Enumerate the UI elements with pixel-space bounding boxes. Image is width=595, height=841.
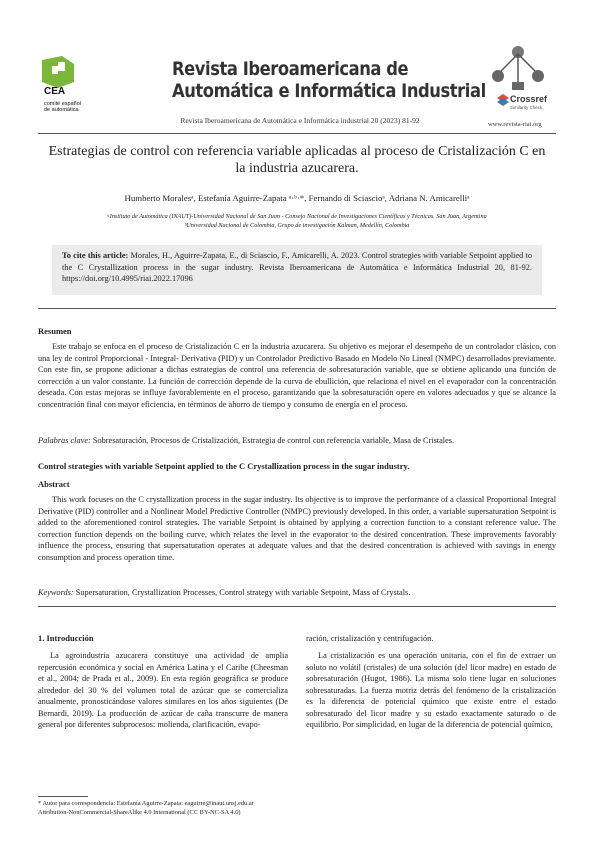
journal-title — [172, 58, 486, 102]
intro-right-paragraph-1: ración, cristalización y centrifugación. — [306, 634, 434, 643]
crossref-icon — [497, 94, 509, 106]
abstract-heading: Abstract — [38, 479, 70, 489]
crossref-label: Crossref — [510, 94, 548, 104]
journal-citation: Revista Iberoamericana de Automática e Informática industrial 20 (2023) 81-92 — [180, 116, 420, 125]
abstract-divider-top — [38, 308, 556, 309]
journal-website-link[interactable]: www.revista-riai.org — [488, 121, 542, 128]
footnote-license: Attribution-NonCommercial-ShareAlike 4.0 International (CC BY-NC-SA 4.0) — [38, 809, 241, 816]
article-authors: Humberto Moralesᵃ, Estefanía Aguirre-Zapata ᵃ·ᵇ·*, Fernando di Sciascioᵃ, Adriana N. Amicarelliᵃ — [124, 193, 470, 203]
resumen-heading: Resumen — [38, 326, 72, 336]
keywords — [38, 587, 556, 599]
resumen-text: Este trabajo se enfoca en el proceso de Cristalización C en la industria azucarera. Su objetivo es mejorar el desempeño de un controlador clásico, con una ley de control Proporcional - Integral- Derivativa (PID) y un Controlador Predictivo Basado en Modelo No Lineal (NMPC) desarrollados previamente. Con este fin, se propone adicionar a dichas estrategias de control una referencia de sobresaturación variable, que se obtiene aplicando una función de corrección a un valor constante. La función de corrección depende de la curva de ebullición, que relaciona el nivel en el evaporador con la concentración deseada. Con estas mejoras se influye favorablemente en el proceso, garantizando que la sobresaturación opere en valores adecuados y que se alcance la concentración final con mayor eficiencia, en términos de ahorro de tiempo y consumo de energía en el proceso. — [38, 342, 556, 409]
header-divider — [38, 133, 556, 134]
footnote — [38, 799, 254, 817]
footnote-rule — [38, 796, 88, 797]
cea-logo-subtitle: comité español de automática — [44, 101, 81, 113]
english-title: Control strategies with variable Setpoint applied to the C Crystallization process in the sugar industry. — [38, 461, 410, 471]
cite-label: To cite this article: — [62, 251, 129, 260]
affiliation-a: ᵃInstituto de Automática (INAUT)-Universidad Nacional de San Juan - Consejo Nacional de Investigaciones Científicas y Técnicas. San Juan, Argentina — [107, 213, 487, 220]
crossref-badge[interactable] — [497, 92, 547, 114]
keywords-label: Keywords: — [38, 588, 74, 597]
introduccion-heading: 1. Introducción — [38, 633, 94, 643]
intro-left-paragraph: La agroindustria azucarera constituye una actividad de amplia repercusión económica y social en América Latina y el Caribe (Cheesman et al., 2004; de Prada et al., 2009). En esta región geográfica se produce alrededor del 30 % del volumen total de azúcar que se comercializa anualmente, pronosticándose valores similares en los años siguientes (De Bernardi, 2019). La producción de azúcar de caña transcurre de manera general por diferentes subprocesos: molienda, clarificación, evapo- — [38, 651, 288, 729]
pendulum-logo-icon — [488, 44, 548, 92]
palabras-clave-text: Sobresaturación, Procesos de Cristalización, Estrategia de control con referencia variable, Masa de Cristales. — [90, 436, 455, 445]
intro-right-paragraph-2: La cristalización es una operación unitaria, con el fin de extraer un soluto no volátil (cristales) de una solución (del licor madre) en estado de sobresaturación (Hugot, 1986). La misma solo tiene lugar en soluciones sobresaturadas. La fuerza motriz detrás del fenómeno de la cristalización es la diferencia de potencial químico que existe entre el estado sobresaturado del licor madre y su estado exactamente saturado o de equilibrio. Por simplicidad, en lugar de la diferencia de potencial químico, — [306, 651, 556, 729]
article-title-line1: Estrategias de control con referencia variable aplicadas al proceso de Cristalización C en — [48, 144, 546, 159]
article-title — [38, 143, 556, 177]
journal-title-line1: Revista Iberoamericana de — [172, 58, 409, 80]
article-title-line2: la industria azucarera. — [235, 161, 359, 176]
journal-title-line2: Automática e Informática Industrial — [172, 80, 486, 102]
palabras-clave — [38, 435, 556, 447]
keywords-text: Supersaturation, Crystallization Processes, Control strategy with variable Setpoint, Mass of Crystals. — [73, 588, 411, 597]
crossref-sub: Similarity Check — [510, 105, 543, 110]
affiliation-b: ᵇUniversidad Nacional de Colombia, Grupo de investigación Kalman, Medellín, Colombia — [184, 222, 410, 229]
abstract-text: This work focuses on the C crystallization process in the sugar industry. Its objective is to improve the performance of a classical Proportional Integral Derivative (PID) controller and a Nonlinear Model Predictive Controller (NMPC) previously developed. In this order, a variable supersaturation Setpoint is added to the aforementioned control strategies. The variable Setpoint is obtained by applying a correction function to a constant reference value. The correction function depends on the boiling curve, which relates the level in the evaporator to the desired concentration. These improvements favorably influence the process, ensuring that supersaturation operates at adequate values and that the desired concentration is achieved with savings in energy consumption and process operation time. — [38, 495, 556, 562]
citation-text — [62, 250, 532, 285]
footnote-corresponding-author: * Autor para correspondencia: Estefanía Aguirre-Zapata: eaguirre@inaut.unsj.edu.ar — [38, 800, 254, 807]
cite-body: Morales, H., Aguirre-Zapata, E., di Sciascio, F., Amicarelli, A. 2023. Control strategies with variable Setpoint applied to the C Crystallization process in the sugar industry. Revista Iberoamericana de Automática e Informática Industrial 20, 81-92. https://doi.org/10.4995/riai.2022.17096 — [62, 251, 532, 283]
author-affiliations — [38, 212, 556, 230]
palabras-clave-label: Palabras clave: — [38, 436, 91, 445]
cea-logo-text: CEA — [44, 86, 66, 97]
abstract-divider-bottom — [38, 606, 556, 607]
